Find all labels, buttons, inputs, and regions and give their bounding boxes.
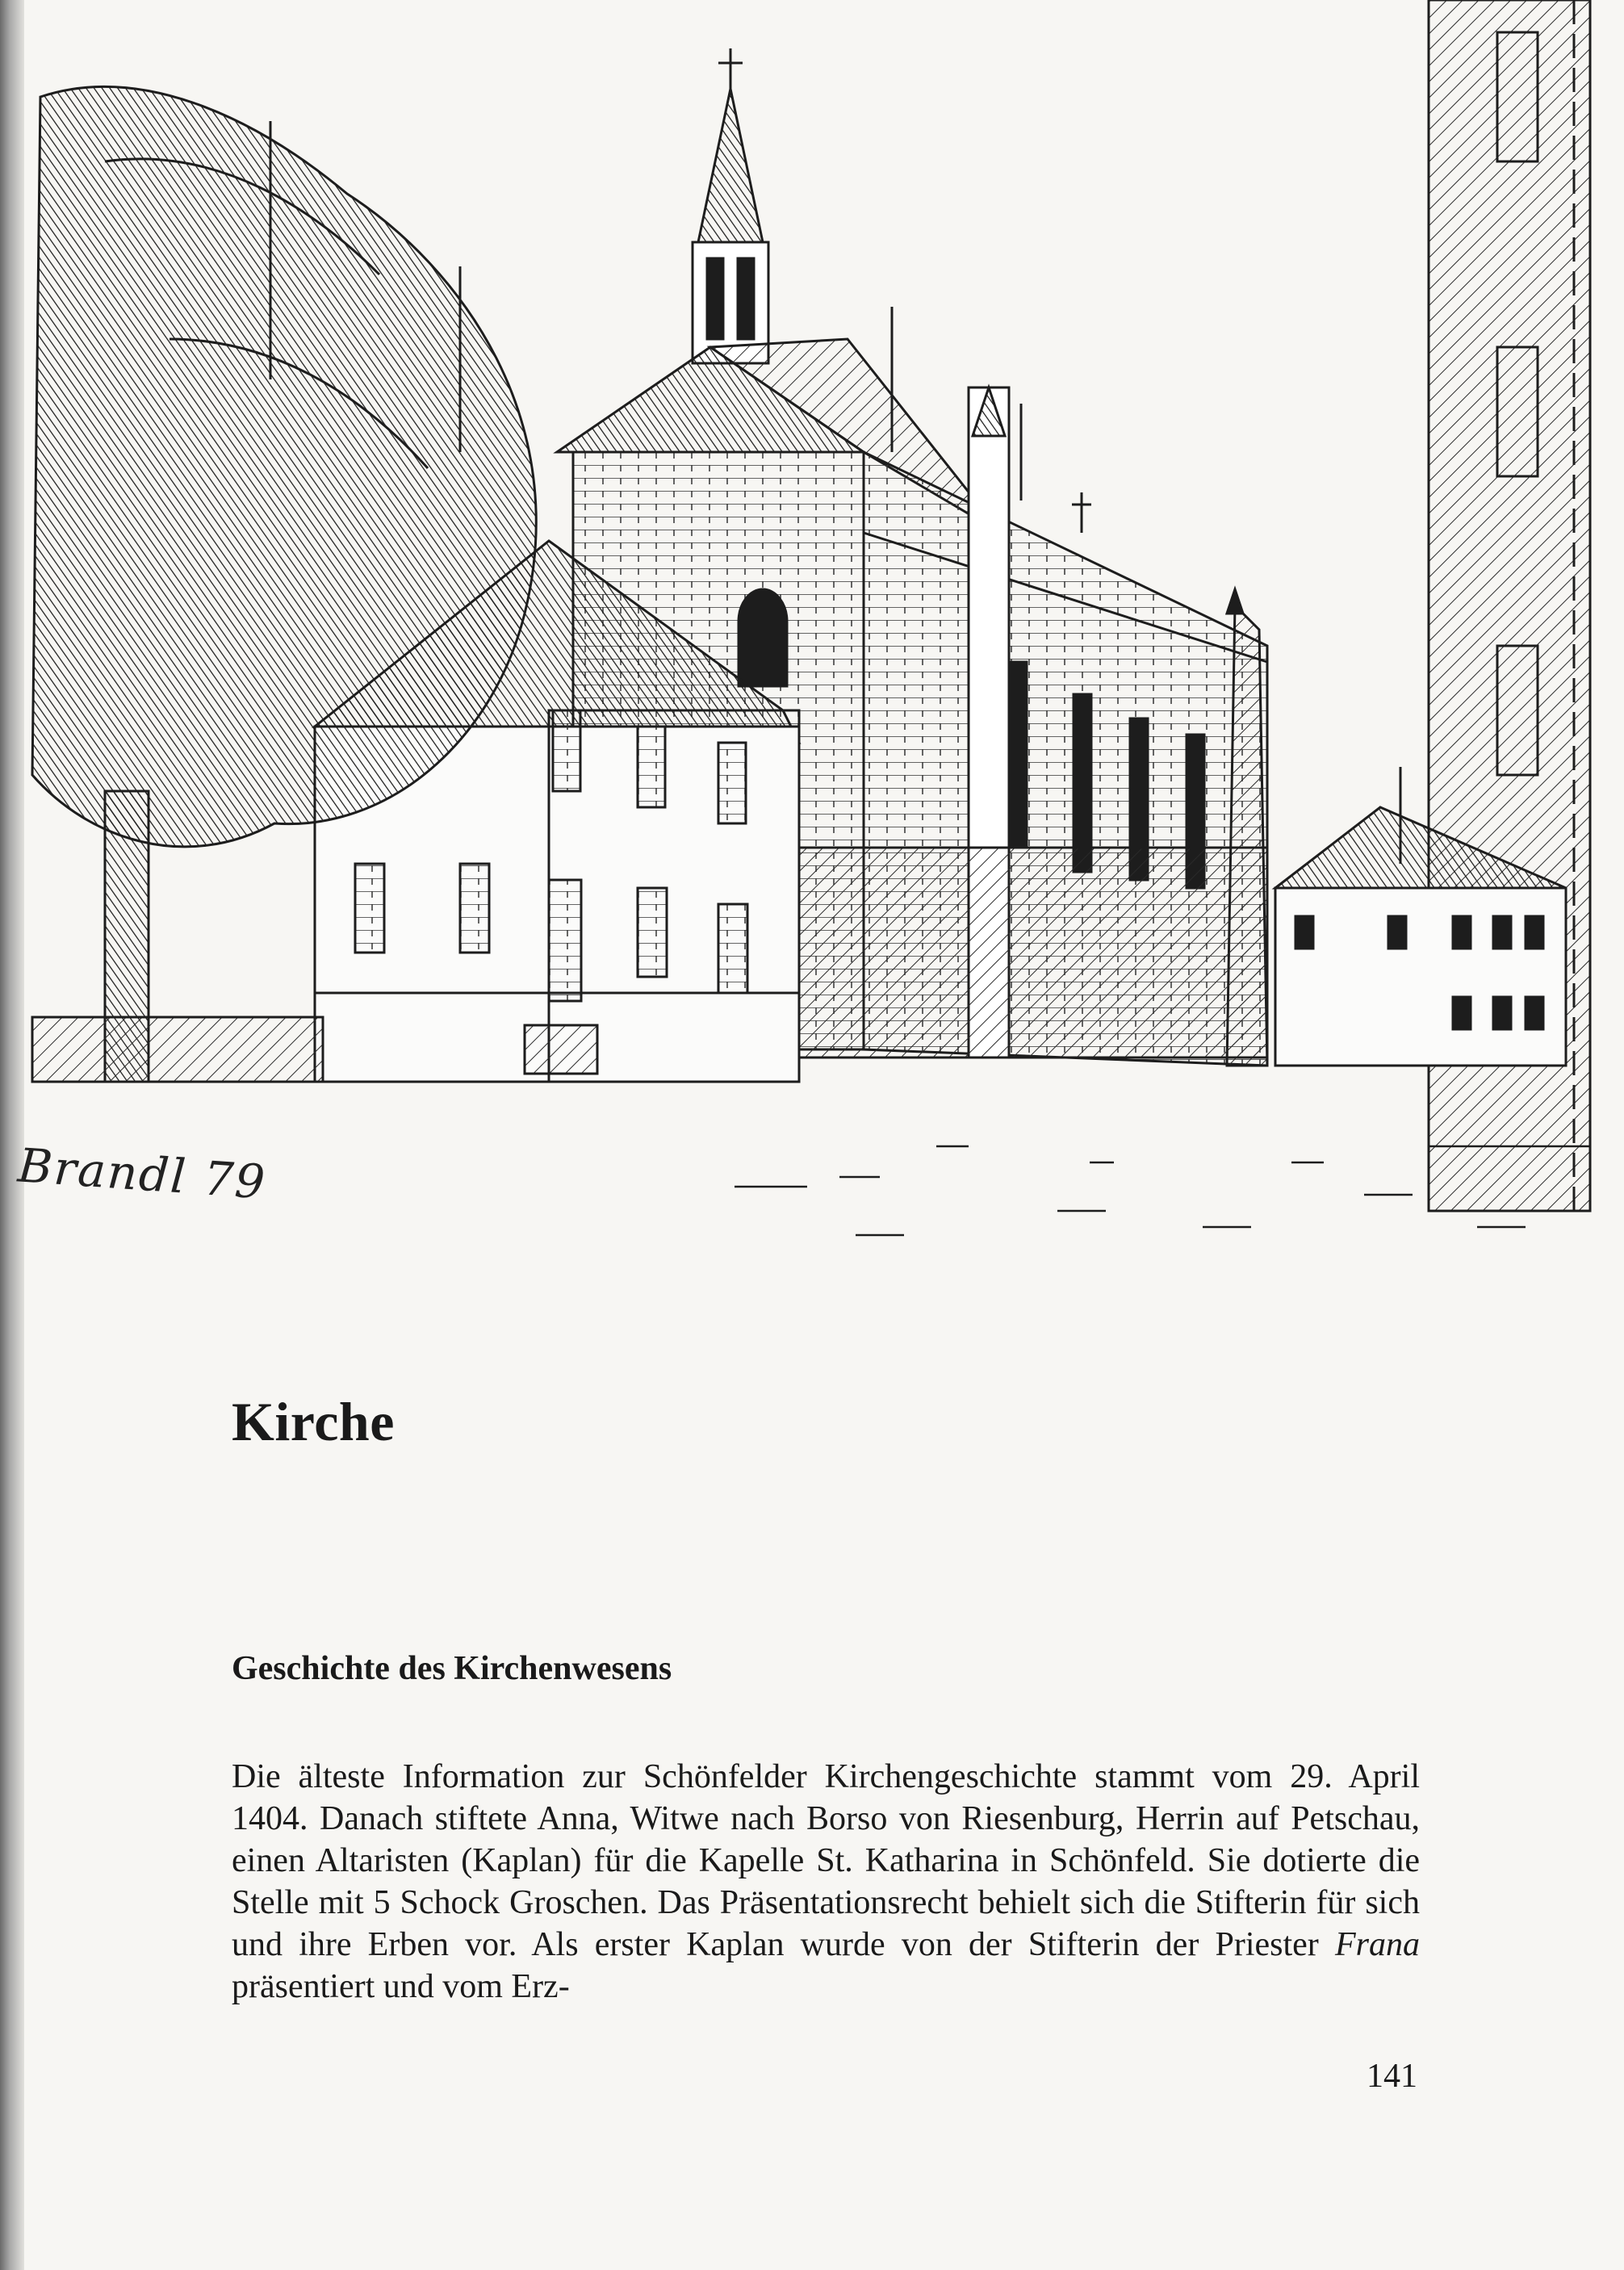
paragraph-text-start: Die älteste Information zur Schönfelder Kirchengeschichte stammt vom 29. April 1404. Danach stiftete Anna, Witwe nach Borso von Riesenburg, Herrin auf Petschau, einen Altaristen (Kaplan) für die Kapelle St. Katharina in Schönfeld. Sie dotierte die Stelle mit 5 Schock Groschen. Das Präsentationsrecht behielt sich die Stifterin für sich und ihre Erben vor. Als erster Kaplan wurde von der Stifterin der Priester — [232, 1758, 1420, 1963]
page-number: 141 — [1367, 2058, 1417, 2095]
church-illustration — [8, 0, 1606, 1259]
paragraph-text-end: präsentiert und vom Erz- — [232, 1968, 570, 2005]
chapter-title: Kirche — [232, 1391, 395, 1452]
section-subheading: Geschichte des Kirchenwesens — [232, 1650, 672, 1687]
artist-signature: Brandl 79 — [16, 1137, 269, 1210]
emphasized-name: Frana — [1335, 1926, 1420, 1963]
body-paragraph — [232, 1756, 1420, 2008]
